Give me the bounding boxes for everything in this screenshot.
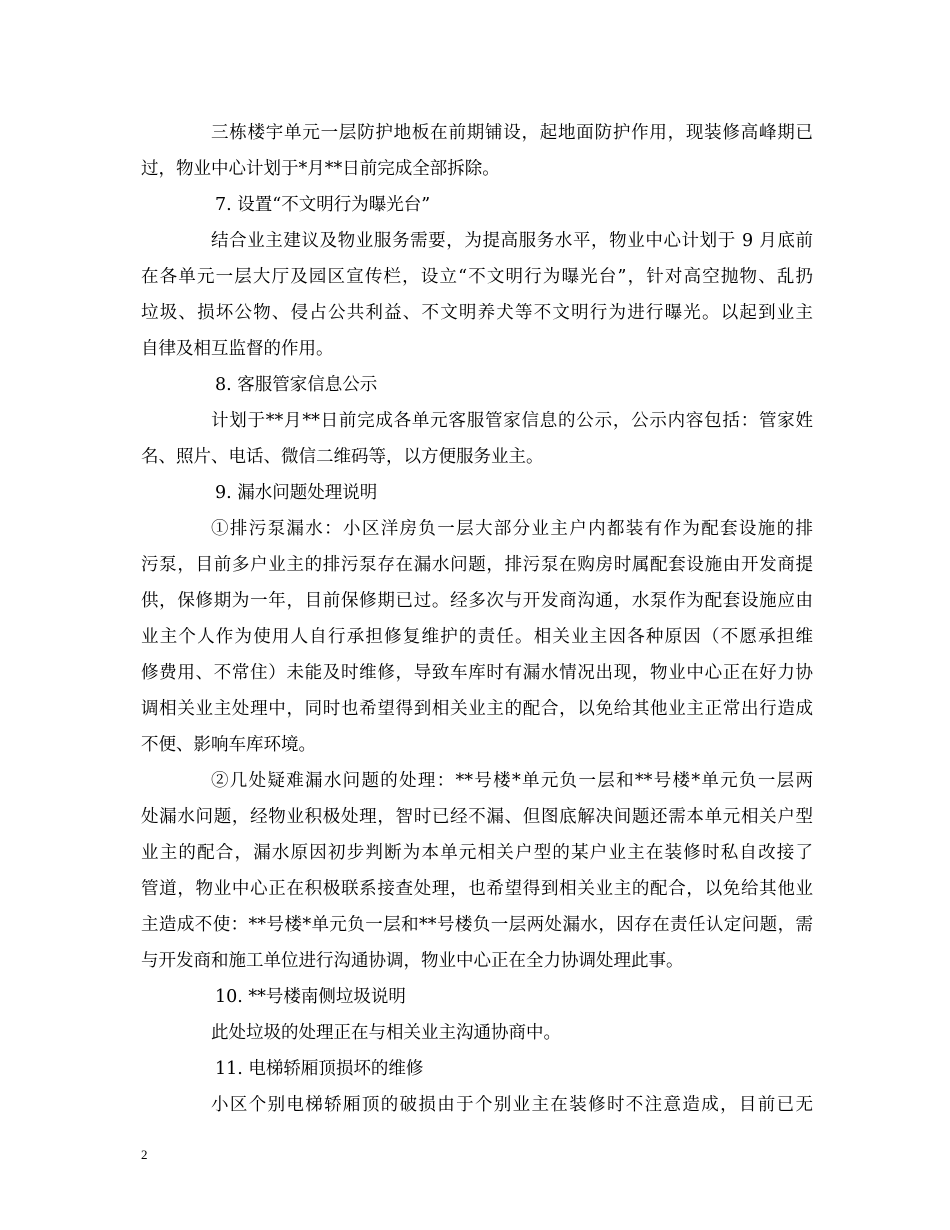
text-line: 处漏水问题，经物业积极处理，智时已经不漏、但图底解决间题还需本单元相关户型 bbox=[141, 807, 813, 827]
text-line: 自律及相互监督的作用。 bbox=[141, 339, 334, 359]
section-heading: 8. 客服管家信息公示 bbox=[215, 375, 378, 395]
text-line: 管道，物业中心正在积极联系接查处理，也希望得到相关业主的配合，以免给其他业 bbox=[141, 879, 813, 899]
text-line: 在各单元一层大厅及园区宣传栏，设立“不文明行为曝光台”，针对高空抛物、乱扔 bbox=[141, 267, 813, 287]
text-line: 业主的配合，漏水原因初步判断为本单元相关户型的某户业主在装修时私自改接了 bbox=[141, 843, 813, 863]
text-line: ②几处疑难漏水问题的处理：**号楼*单元负一层和**号楼*单元负一层两 bbox=[211, 771, 813, 791]
text-line: 名、照片、电话、微信二维码等，以方便服务业主。 bbox=[141, 447, 544, 467]
text-line: 污泵，目前多户业主的排污泵存在漏水问题，排污泵在购房时属配套设施由开发商提 bbox=[141, 555, 813, 575]
text-line: 结合业主建议及物业服务需要，为提高服务水平，物业中心计划于 9 月底前 bbox=[211, 231, 813, 251]
document-body bbox=[141, 115, 813, 1123]
section-heading: 10. **号楼南侧垃圾说明 bbox=[215, 987, 406, 1007]
section-heading: 7. 设置“不文明行为曝光台” bbox=[215, 195, 431, 215]
text-line: 业主个人作为使用人自行承担修复维护的责任。相关业主因各种原因（不愿承担维 bbox=[141, 627, 813, 647]
text-line: 主造成不使：**号楼*单元负一层和**号楼负一层两处漏水，因存在责任认定问题，需 bbox=[141, 915, 813, 935]
section-heading: 9. 漏水问题处理说明 bbox=[215, 483, 378, 503]
section-heading: 11. 电梯轿厢顶损坏的维修 bbox=[215, 1059, 424, 1079]
text-line: 供，保修期为一年，目前保修期已过。经多次与开发商沟通，水泵作为配套设施应由 bbox=[141, 591, 813, 611]
text-line: 小区个别电梯轿厢顶的破损由于个别业主在装修时不注意造成，目前已无 bbox=[211, 1095, 813, 1115]
page-number: 2 bbox=[141, 1147, 148, 1162]
text-line: 修费用、不常住）未能及时维修，导致车库时有漏水情况出现，物业中心正在好力协 bbox=[141, 663, 813, 683]
text-line: 垃圾、损坏公物、侵占公共利益、不文明养犬等不文明行为进行曝光。以起到业主 bbox=[141, 303, 813, 323]
text-line: 不便、影响车库环境。 bbox=[141, 735, 316, 755]
text-line: 与开发商和施工单位进行沟通协调，物业中心正在全力协调处理此事。 bbox=[141, 951, 684, 971]
text-line: 三栋楼宇单元一层防护地板在前期铺设，起地面防护作用，现装修高峰期已 bbox=[211, 123, 813, 143]
text-line: ①排污泵漏水：小区洋房负一层大部分业主户内都装有作为配套设施的排 bbox=[211, 519, 813, 539]
text-line: 过，物业中心计划于*月**日前完成全部拆除。 bbox=[141, 159, 500, 179]
text-line: 调相关业主处理中，同时也希望得到相关业主的配合，以免给其他业主正常出行造成 bbox=[141, 699, 813, 719]
text-line: 计划于**月**日前完成各单元客服管家信息的公示，公示内容包括：管家姓 bbox=[211, 411, 813, 431]
text-line: 此处垃圾的处理正在与相关业主沟通协商中。 bbox=[211, 1023, 561, 1043]
